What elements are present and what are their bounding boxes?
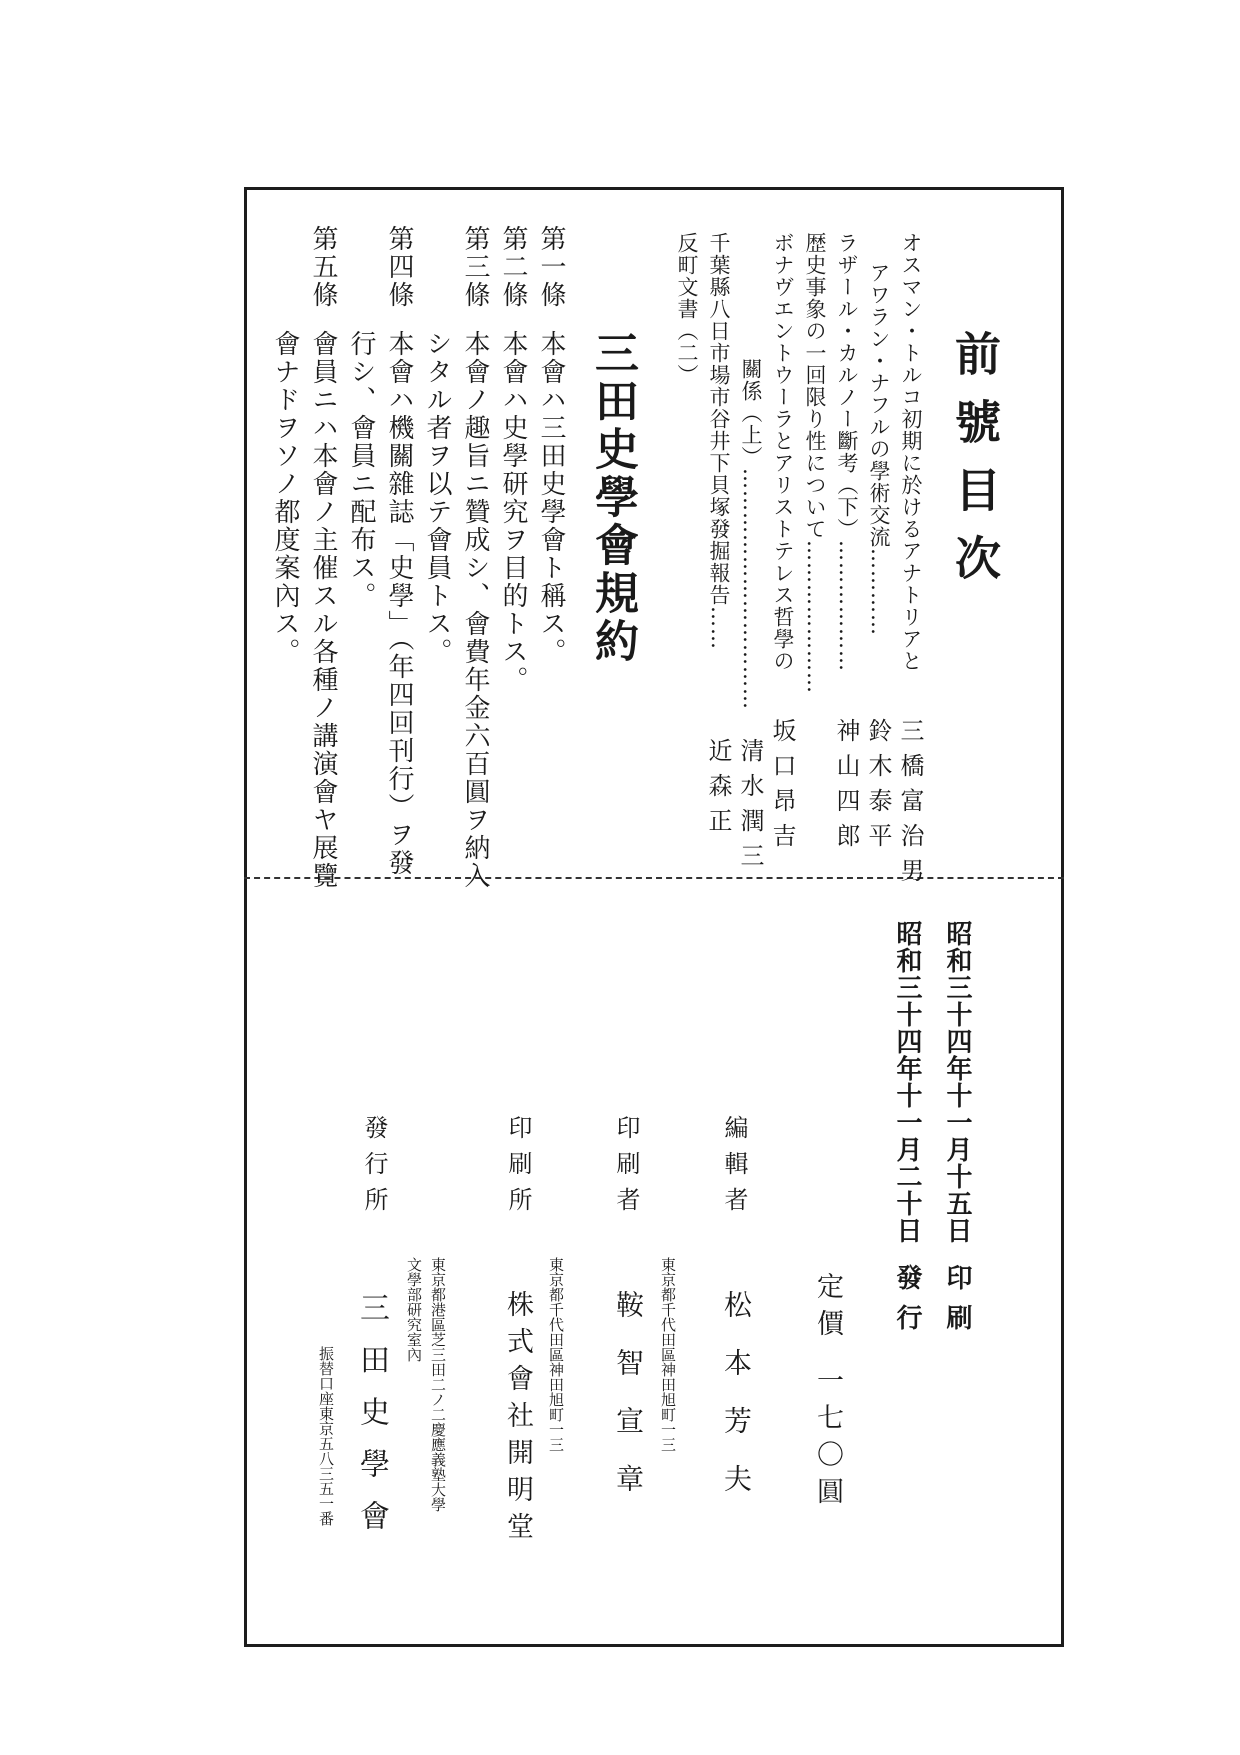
article-2-text: 本會ハ史學研究ヲ目的トス。 [498, 330, 528, 694]
contents-entry-5: 千葉縣八日市場市谷井下貝塚發掘報告…… [707, 232, 731, 650]
publisher-address-1: 東京都港區芝三田二ノ二慶應義塾大學 [429, 1257, 447, 1512]
contents-entry-3: 歴史事象の一回限り性について………………… [803, 232, 827, 694]
print-house-role: 印刷所 [504, 1115, 532, 1223]
article-4-text-1: 本會ハ機關雜誌「史學」（年四回刊行）ヲ發 [384, 330, 414, 877]
article-1-text: 本會ハ三田史學會ト稱ス。 [536, 330, 566, 666]
contents-entry-2: ラザール・カルノー斷考（下）……………… [835, 232, 859, 672]
printer-name: 鞍智宣章 [612, 1290, 645, 1522]
rules-title: 三田史學會規約 [587, 330, 638, 666]
printer-role: 印刷者 [612, 1115, 640, 1223]
publisher-account: 振替口座東京五八三五一番 [317, 1346, 335, 1526]
publisher-address-2: 文學部研究室內 [405, 1257, 423, 1362]
issued-date: 昭和三十四年十一月二十日發行 [892, 920, 922, 1344]
price: 定價一七〇圓 [812, 1272, 843, 1514]
contents-entry-5-author: 清水潤三 [736, 738, 764, 878]
editor-name: 松本芳夫 [720, 1290, 753, 1522]
contents-entry-1-line-2: アワラン・ナフルの學術交流………… [867, 262, 891, 636]
article-5-text-1: 會員ニハ本會ノ主催スル各種ノ講演會ヤ展覽 [308, 330, 338, 890]
contents-title: 前號目次 [948, 330, 1002, 602]
article-4-text-2: 行シ、會員ニ配布ス。 [346, 330, 376, 610]
contents-entry-4-line-1: ボナヴエントウーラとアリストテレス哲學の [771, 232, 795, 672]
print-house-address: 東京都千代田區神田旭町一三 [547, 1257, 565, 1452]
section-divider [244, 877, 1064, 879]
article-5-text-2: 會ナドヲソノ都度案內ス。 [270, 330, 300, 666]
contents-entry-1-line-1: オスマン・トルコ初期に於けるアナトリアと [899, 232, 923, 672]
article-4-label: 第四條 [384, 225, 414, 309]
contents-entry-6: 反町文書（二） [675, 232, 699, 386]
contents-entry-4-line-2: 關係（上）…………………………… [739, 358, 763, 710]
article-3-text-2: シタル者ヲ以テ會員トス。 [422, 330, 452, 666]
printed-date: 昭和三十四年十一月十五日印刷 [942, 920, 972, 1344]
contents-entry-1-author: 三橋富治男 [896, 718, 924, 893]
article-5-label: 第五條 [308, 225, 338, 309]
contents-entry-2-author: 鈴木泰平 [864, 718, 892, 858]
contents-entry-3-author: 神山四郎 [832, 718, 860, 858]
contents-entry-6-author: 近森正 [704, 738, 732, 843]
print-house-name: 株式會社開明堂 [502, 1290, 533, 1549]
editor-role: 編輯者 [720, 1115, 748, 1223]
article-3-text-1: 本會ノ趣旨ニ贊成シ、會費年金六百圓ヲ納入 [460, 330, 490, 890]
publisher-role: 發行所 [360, 1115, 388, 1223]
article-1-label: 第一條 [536, 225, 566, 309]
article-3-label: 第三條 [460, 225, 490, 309]
publisher-name: 三田史學會 [354, 1292, 389, 1552]
contents-entry-4-author: 坂口昂吉 [768, 718, 796, 858]
printer-address: 東京都千代田區神田旭町一三 [659, 1257, 677, 1452]
article-2-label: 第二條 [498, 225, 528, 309]
